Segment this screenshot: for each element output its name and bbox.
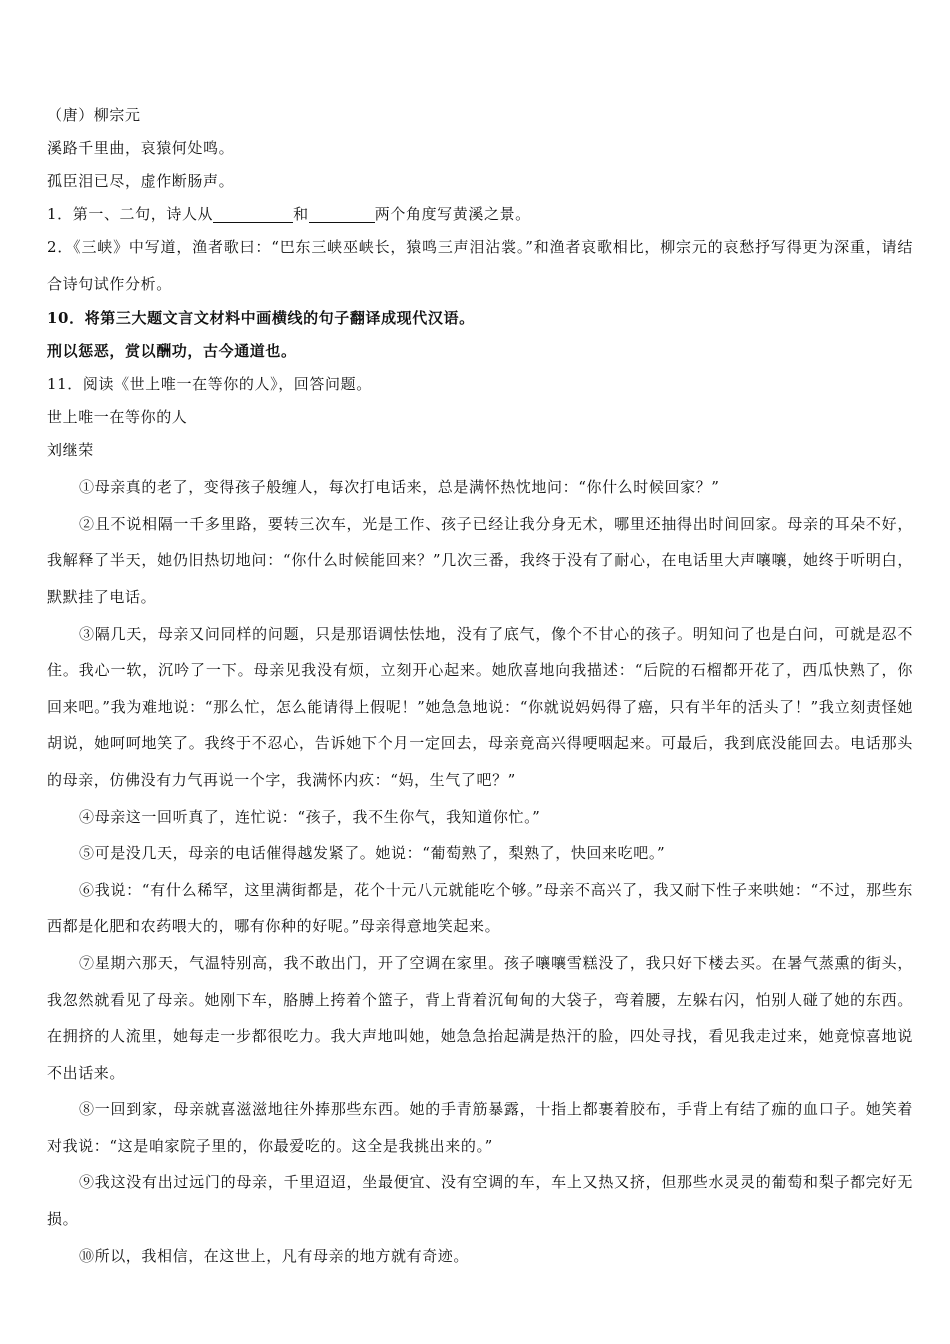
article-title: 世上唯一在等你的人 — [47, 408, 188, 427]
article-paragraph-4: ④母亲这一回听真了，连忙说：“孩子，我不生你气，我知道你忙。” — [79, 807, 541, 826]
article-paragraph-6: ⑥我说：“有什么稀罕，这里满街都是，花个十元八元就能吃个够。”母亲不高兴了，我又耐下性子来哄她：“不过，那些东西都是化肥和农药喂大的，哪有你种的好呢。”母亲得意地笑起来。 — [47, 880, 913, 936]
answer-blank-2[interactable] — [309, 204, 375, 223]
poem-author-line: （唐）柳宗元 — [47, 106, 141, 124]
article-paragraph-2: ②且不说相隔一千多里路，要转三次车，光是工作、孩子已经让我分身无术，哪里还抽得出时间回家。母亲的耳朵不好，我解释了半天，她仍旧热切地问：“你什么时候能回来？”几次三番，我终于没有了耐心，在电话里大声嚷嚷，她终于听明白，默默挂了电话。 — [47, 514, 913, 606]
question-10-sentence: 刑以惩恶，赏以酬功，古今通道也。 — [47, 342, 297, 361]
article-paragraph-10: ⑩所以，我相信，在这世上，凡有母亲的地方就有奇迹。 — [79, 1246, 470, 1265]
question-11-prompt: 11．阅读《世上唯一在等你的人》，回答问题。 — [47, 375, 372, 394]
document-page — [47, 99, 913, 1274]
question-2: 2．《三峡》中写道，渔者歌曰：“巴东三峡巫峡长，猿鸣三声泪沾裳。”和渔者哀歌相比，柳宗元的哀愁抒写得更为深重，请结合诗句试作分析。 — [47, 238, 913, 293]
answer-blank-1[interactable] — [213, 204, 293, 223]
question-1-text-b: 和 — [293, 205, 309, 223]
poem-line-1: 溪路千里曲，哀猿何处鸣。 — [47, 139, 235, 157]
article-paragraph-8: ⑧一回到家，母亲就喜滋滋地往外捧那些东西。她的手青筋暴露，十指上都裹着胶布，手背上有结了痂的血口子。她笑着对我说：“这是咱家院子里的，你最爱吃的。这全是我挑出来的。” — [47, 1100, 913, 1155]
article-paragraph-9: ⑨我这没有出过远门的母亲，千里迢迢，坐最便宜、没有空调的车，车上又热又挤，但那些水灵灵的葡萄和梨子都完好无损。 — [47, 1173, 913, 1229]
article-paragraph-3: ③隔几天，母亲又问同样的问题，只是那语调怯怯地，没有了底气，像个不甘心的孩子。明知问了也是白问，可就是忍不住。我心一软，沉吟了一下。母亲见我没有烦，立刻开心起来。她欣喜地向我描述：“后院的石榴都开花了，西瓜快熟了，你回来吧。”我为难地说：“那么忙，怎么能请得上假呢！”她急急地说：“你就说妈妈得了癌，只有半年的活头了！”我立刻责怪她胡说，她呵呵地笑了。我终于不忍心，告诉她下个月一定回去，母亲竟高兴得哽咽起来。可最后，我到底没能回去。电话那头的母亲，仿佛没有力气再说一个字，我满怀内疚：“妈，生气了吧？” — [47, 624, 913, 789]
article-author: 刘继荣 — [47, 441, 94, 460]
article-body — [47, 469, 913, 1274]
question-10-prompt: 10．将第三大题文言文材料中画横线的句子翻译成现代汉语。 — [47, 309, 475, 328]
question-1-text-a: 1．第一、二句，诗人从 — [47, 205, 214, 223]
question-1-text-c: 两个角度写黄溪之景。 — [374, 205, 531, 223]
article-paragraph-7: ⑦星期六那天，气温特别高，我不敢出门，开了空调在家里。孩子嚷嚷雪糕没了，我只好下楼去买。在暑气蒸熏的街头，我忽然就看见了母亲。她刚下车，胳膊上挎着个篮子，背上背着沉甸甸的大袋子，弯着腰，左躲右闪，怕别人碰了她的东西。在拥挤的人流里，她每走一步都很吃力。我大声地叫她，她急急抬起满是热汗的脸，四处寻找，看见我走过来，她竟惊喜地说不出话来。 — [47, 953, 913, 1082]
article-paragraph-5: ⑤可是没几天，母亲的电话催得越发紧了。她说：“葡萄熟了，梨熟了，快回来吃吧。” — [79, 844, 666, 863]
question-1 — [47, 198, 913, 231]
poem-line-2: 孤臣泪已尽，虚作断肠声。 — [47, 172, 235, 190]
article-paragraph-1: ①母亲真的老了，变得孩子般缠人，每次打电话来，总是满怀热忱地问：“你什么时候回家？” — [79, 478, 720, 497]
